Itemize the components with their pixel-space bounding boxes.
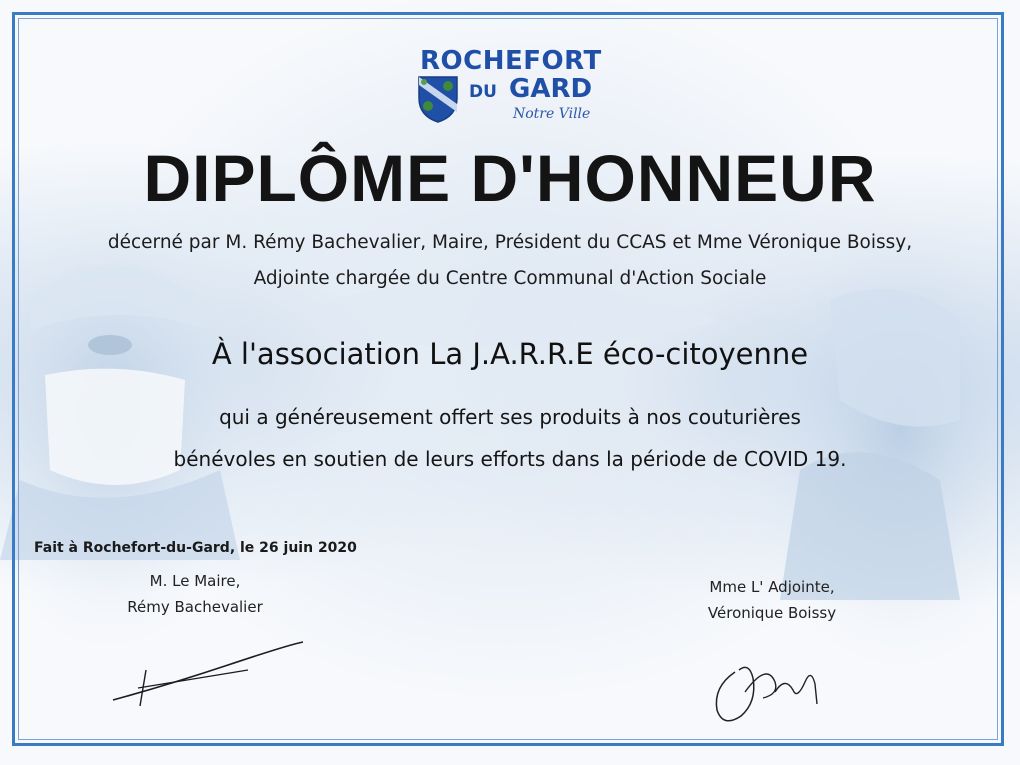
mayor-signature	[108, 630, 308, 710]
recipient: À l'association La J.A.R.R.E éco-citoyenne	[211, 337, 809, 371]
coat-of-arms-icon	[416, 74, 460, 124]
mayor-signatory	[100, 568, 290, 620]
mayor-name: Rémy Bachevalier	[127, 598, 263, 616]
logo-rochefort: ROCHEFORT	[420, 46, 602, 76]
diploma-title: DIPLÔME D'HONNEUR	[143, 141, 877, 215]
place-and-date: Fait à Rochefort-du-Gard, le 26 juin 2020	[34, 540, 357, 556]
mayor-role: M. Le Maire,	[149, 572, 241, 590]
deputy-signature	[705, 632, 835, 732]
deputy-signatory	[662, 574, 882, 626]
reason-line-1: qui a généreusement offert ses produits à nos couturières	[219, 405, 801, 429]
deputy-role: Mme L' Adjointe,	[709, 578, 835, 596]
logo-tagline: Notre Ville	[513, 106, 591, 122]
awarded-by-line-1: décerné par M. Rémy Bachevalier, Maire, Président du CCAS et Mme Véronique Boissy,	[107, 232, 913, 253]
deputy-name: Véronique Boissy	[707, 604, 837, 622]
logo-du: DU	[469, 82, 497, 102]
reason-line-2: bénévoles en soutien de leurs efforts dans la période de COVID 19.	[173, 447, 847, 471]
awarded-by-line-2: Adjointe chargée du Centre Communal d'Action Sociale	[253, 268, 767, 289]
logo-gard: GARD	[509, 74, 593, 104]
town-logo	[414, 44, 614, 126]
